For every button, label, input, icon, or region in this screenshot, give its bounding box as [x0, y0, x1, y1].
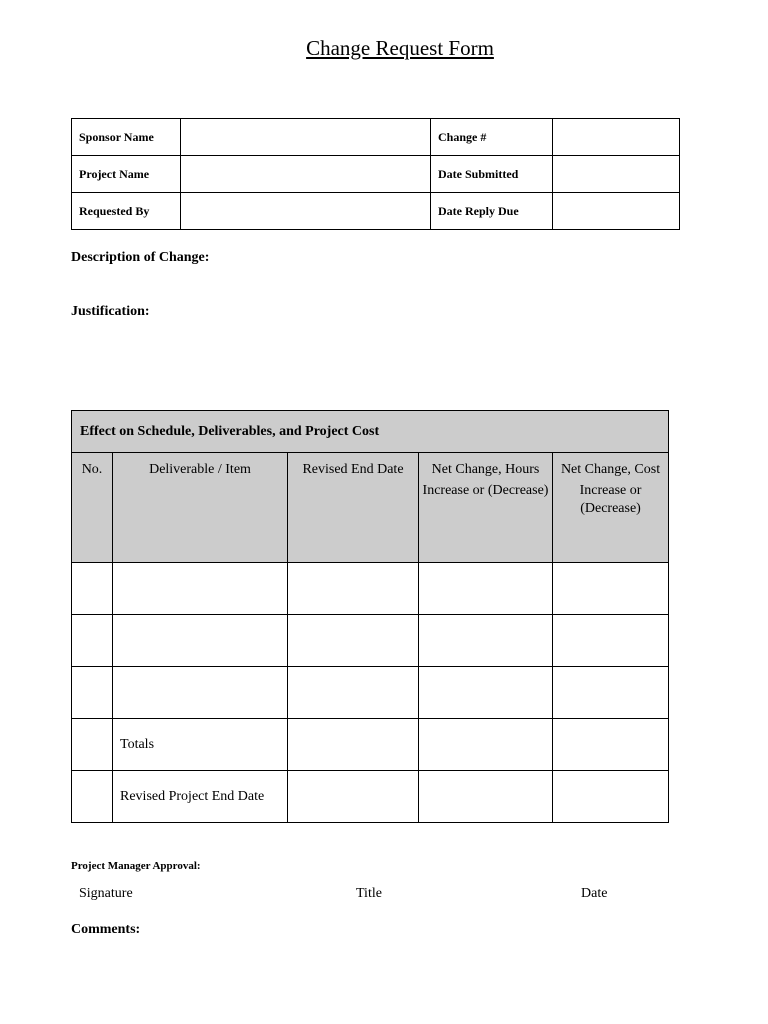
column-header-subtext: Increase or (Decrease): [422, 483, 549, 498]
table-row: [72, 119, 680, 156]
description-of-change-label: Description of Change:: [71, 250, 210, 265]
table-cell[interactable]: [288, 771, 419, 823]
sponsor-name-field[interactable]: [181, 119, 431, 156]
table-cell[interactable]: [553, 719, 669, 771]
table-cell[interactable]: [419, 667, 553, 719]
project-name-label: Project Name: [72, 156, 181, 193]
request-info-table: [71, 118, 680, 230]
column-header-deliverable: Deliverable / Item: [113, 453, 288, 563]
date-reply-due-field[interactable]: [553, 193, 680, 230]
table-cell[interactable]: [419, 615, 553, 667]
change-number-label: Change #: [431, 119, 553, 156]
table-cell[interactable]: [113, 667, 288, 719]
table-row: [72, 615, 669, 667]
table-row: [72, 193, 680, 230]
justification-label: Justification:: [71, 304, 150, 319]
table-cell[interactable]: [553, 563, 669, 615]
table-cell[interactable]: [288, 615, 419, 667]
totals-row: [72, 719, 669, 771]
signature-label: Signature: [79, 886, 133, 901]
effect-table: [71, 410, 669, 823]
revised-project-end-date-label: Revised Project End Date: [113, 771, 288, 823]
requested-by-label: Requested By: [72, 193, 181, 230]
date-submitted-label: Date Submitted: [431, 156, 553, 193]
title-label: Title: [356, 886, 382, 901]
effect-table-header-row: [72, 453, 669, 563]
table-row: [72, 667, 669, 719]
effect-table-caption-row: [72, 411, 669, 453]
table-cell[interactable]: [553, 667, 669, 719]
table-cell[interactable]: [72, 667, 113, 719]
change-number-field[interactable]: [553, 119, 680, 156]
table-cell[interactable]: [419, 563, 553, 615]
revised-project-end-date-row: [72, 771, 669, 823]
table-cell[interactable]: [419, 771, 553, 823]
requested-by-field[interactable]: [181, 193, 431, 230]
table-cell[interactable]: [419, 719, 553, 771]
table-cell[interactable]: [72, 615, 113, 667]
column-header-net-change-hours: Net Change, Hours Increase or (Decrease): [419, 453, 553, 563]
table-cell[interactable]: [288, 719, 419, 771]
table-row: [72, 156, 680, 193]
table-cell[interactable]: [113, 563, 288, 615]
project-manager-approval-label: Project Manager Approval:: [71, 860, 201, 872]
sponsor-name-label: Sponsor Name: [72, 119, 181, 156]
table-cell[interactable]: [72, 719, 113, 771]
totals-label: Totals: [113, 719, 288, 771]
column-header-subtext: Increase or (Decrease): [579, 483, 642, 516]
comments-label: Comments:: [71, 922, 141, 937]
effect-table-caption: Effect on Schedule, Deliverables, and Project Cost: [72, 411, 669, 453]
table-cell[interactable]: [288, 563, 419, 615]
column-header-no: No.: [72, 453, 113, 563]
table-cell[interactable]: [72, 771, 113, 823]
table-cell[interactable]: [113, 615, 288, 667]
table-cell[interactable]: [72, 563, 113, 615]
column-header-revised-end-date: Revised End Date: [288, 453, 419, 563]
date-label: Date: [581, 886, 608, 901]
table-cell[interactable]: [553, 771, 669, 823]
project-name-field[interactable]: [181, 156, 431, 193]
page-title: Change Request Form: [306, 36, 494, 60]
table-cell[interactable]: [288, 667, 419, 719]
date-submitted-field[interactable]: [553, 156, 680, 193]
column-header-net-change-cost: Net Change, Cost Increase or (Decrease): [553, 453, 669, 563]
table-row: [72, 563, 669, 615]
date-reply-due-label: Date Reply Due: [431, 193, 553, 230]
table-cell[interactable]: [553, 615, 669, 667]
